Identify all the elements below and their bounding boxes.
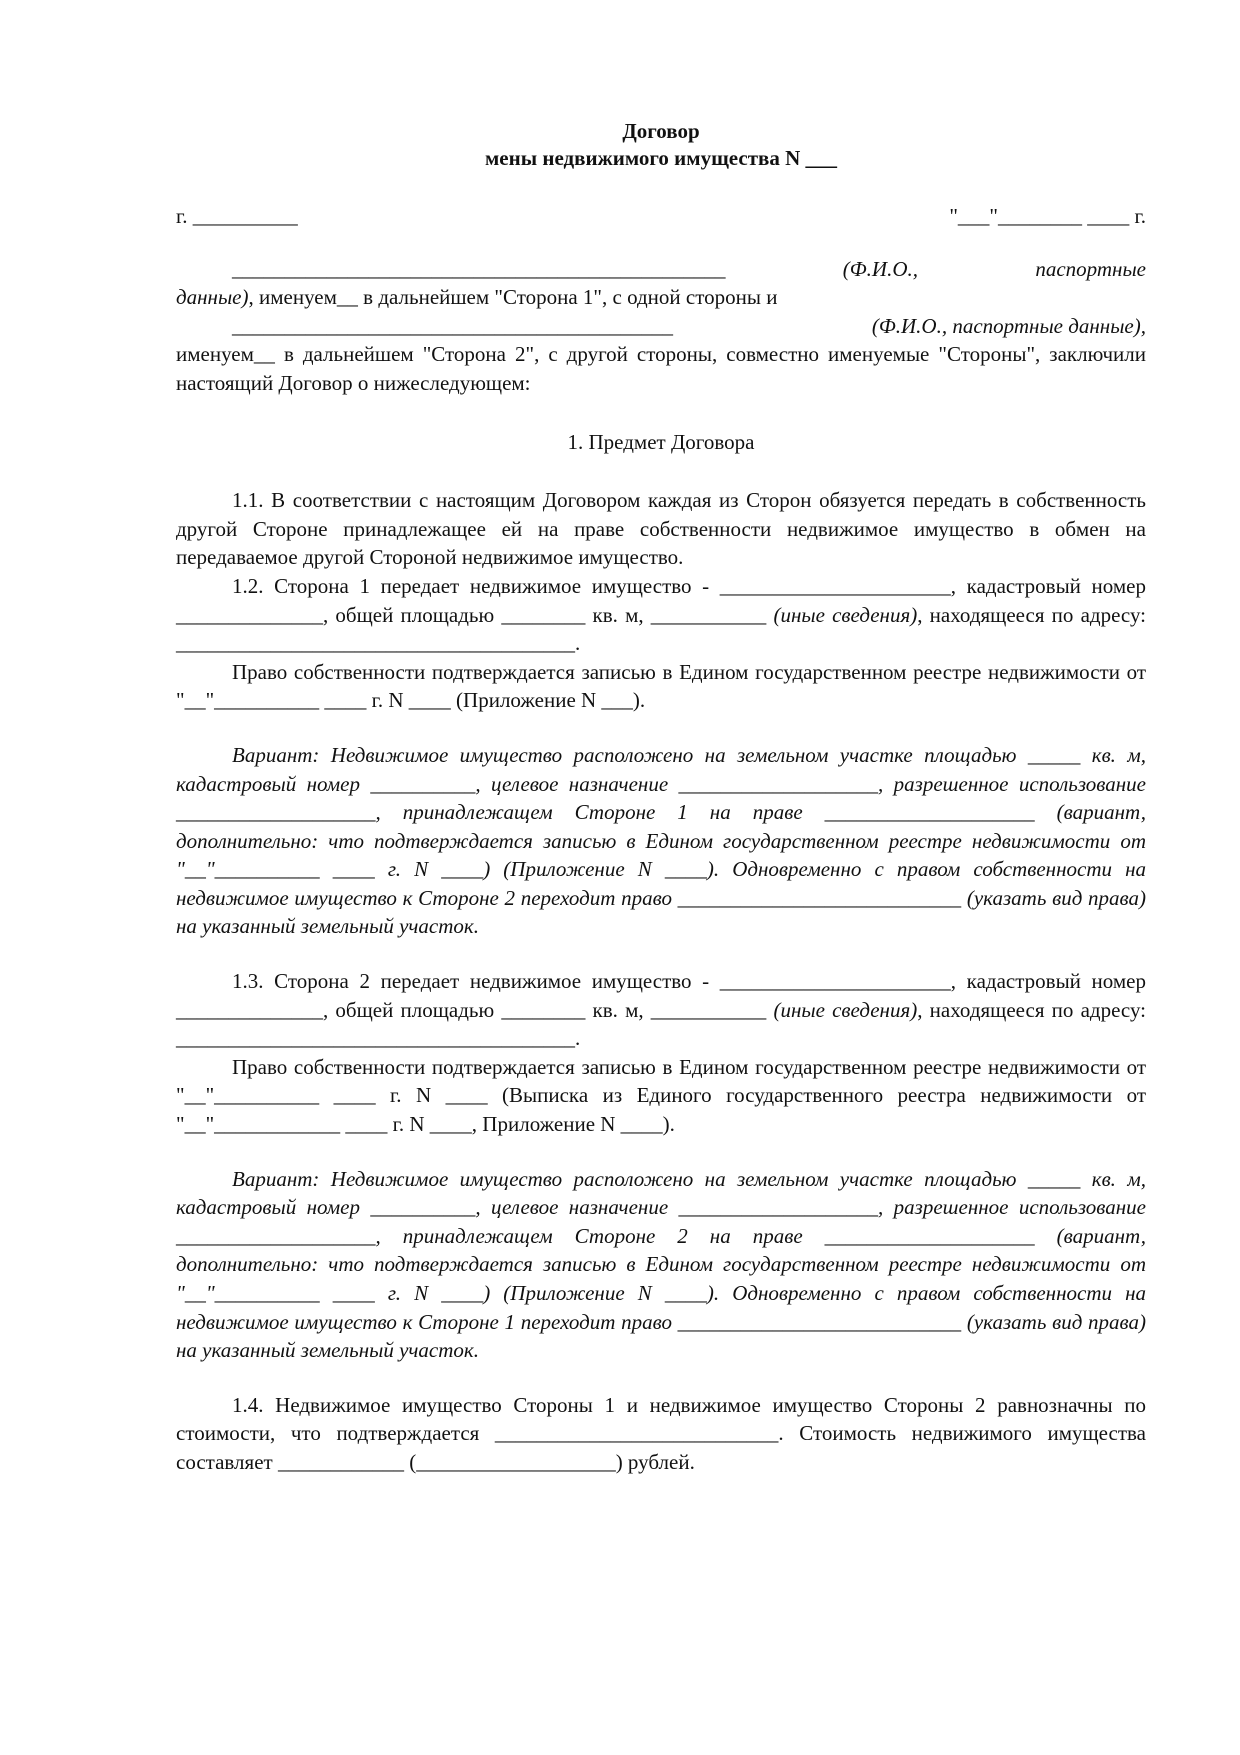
clause-1-2-variant: Вариант: Недвижимое имущество расположено на земельном участке площадью _____ кв. м, кадастровый номер __________, целевое назначение ___________________, разрешенное использование ___________________, принадлежащем Стороне 1 на праве ____________________ (вариант, дополнительно: что подтверждается записью в Едином государственном реестре недвижимости от "__"__________ ____ г. N ____) (Приложение N ____). Одновременно с правом собственности на недвижимое имущество к Стороне 2 переходит право ___________________________ (указать вид права) на указанный земельный участок. [176, 742, 1146, 939]
party1-text: данные), именуем__ в дальнейшем "Сторона 1", с одной стороны и [176, 285, 778, 310]
clause-1-1: 1.1. В соответствии с настоящим Договором каждая из Сторон обязуется передать в собственность другой Стороне принадлежащее ей на праве собственности недвижимое имущество в обмен на передаваемое другой Стороной недвижимое имущество. [176, 488, 1146, 570]
party2-hint: (Ф.И.О., паспортные данные), [871, 313, 1146, 338]
party1-line [176, 255, 1146, 284]
document-title: Договор [622, 119, 700, 143]
document-body [176, 118, 1146, 1477]
party1-hint-rest: данные) [176, 285, 249, 310]
section-title: 1. Предмет Договора [567, 429, 755, 454]
clause-1-2-ownership: Право собственности подтверждается записью в Едином государственном реестре недвижимости от "__"__________ ____ г. N ____ (Приложение N ___). [176, 659, 1146, 713]
date-field: "___"________ ____ г. [949, 204, 1146, 228]
party1-blank: _______________________________________________ [232, 256, 726, 281]
party2-text: именуем__ в дальнейшем "Сторона 2", с другой стороны, совместно именуемые "Стороны", заключили настоящий Договор о нижеследующем: [176, 342, 1146, 395]
party2-blank: __________________________________________ [232, 313, 673, 338]
party1-hint-b: паспортные [1035, 256, 1146, 281]
clause-1-3-variant: Вариант: Недвижимое имущество расположено на земельном участке площадью _____ кв. м, кадастровый номер __________, целевое назначение ___________________, разрешенное использование ___________________, принадлежащем Стороне 2 на праве ____________________ (вариант, дополнительно: что подтверждается записью в Едином государственном реестре недвижимости от "__"__________ ____ г. N ____) (Приложение N ____). Одновременно с правом собственности на недвижимое имущество к Стороне 1 переходит право ___________________________ (указать вид права) на указанный земельный участок. [176, 1166, 1146, 1363]
place-date-row [176, 202, 1146, 231]
document-subtitle: мены недвижимого имущества N ___ [484, 146, 838, 170]
party2-line [176, 312, 1146, 341]
clause-1-4: 1.4. Недвижимое имущество Стороны 1 и недвижимое имущество Стороны 2 равнозначны по стоимости, что подтверждается ___________________________. Стоимость недвижимого имущества составляет ____________ (___________________) рублей. [176, 1392, 1146, 1474]
clause-1-3-ownership: Право собственности подтверждается записью в Едином государственном реестре недвижимости от "__"__________ ____ г. N ____ (Выписка из Единого государственного реестра недвижимости от "__"____________ ____ г. N ____, Приложение N ____). [176, 1054, 1146, 1137]
city-field: г. __________ [176, 204, 298, 228]
party1-hint-a: (Ф.И.О., [842, 256, 919, 281]
clause-1-3: 1.3. Сторона 2 передает недвижимое имущество - ______________________, кадастровый номер ______________, общей площадью ________ кв. м, ___________ (иные сведения), находящееся по адресу: ______________________________________. [176, 969, 1147, 1051]
clause-1-2: 1.2. Сторона 1 передает недвижимое имущество - ______________________, кадастровый номер ______________, общей площадью ________ кв. м, ___________ (иные сведения), находящееся по адресу: ______________________________________. [176, 573, 1147, 656]
